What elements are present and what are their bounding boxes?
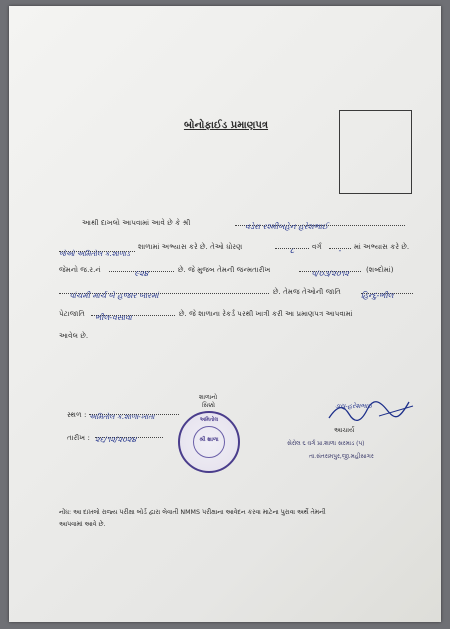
line6-text: આવેલ છે. bbox=[59, 331, 89, 340]
dob-field bbox=[299, 261, 361, 278]
note-line-1: નોંધ: આ દાખલો રાજ્ય પરીક્ષા બોર્ડ દ્વારા લેવાતી NMMS પરીક્ષાના આવેદન કરવા માટેના પુરાવા અર્થે તેમની bbox=[59, 509, 326, 516]
line1-prefix: આથી દાખલો આપવામાં આવે છે કે શ્રી bbox=[82, 218, 191, 227]
line5-text-b: છે. જે શાળાના રેકર્ડ પરથી ખાત્રી કરી આ પ્રમાણપત્ર આપવામાં bbox=[179, 309, 353, 318]
school-stamp-line: સેરોલ ૬ વર્ગ પ્રા.શાળા સરમાડ (પ) bbox=[287, 441, 365, 447]
school-address-line: તા.સંતરામપુર,જી.મહીસાગર bbox=[309, 454, 374, 460]
division-value: - bbox=[338, 246, 342, 255]
line2-text-a: શાળામાં અભ્યાસ કરે છે. તેઓ ધોરણ bbox=[138, 242, 243, 251]
place-field bbox=[89, 404, 179, 421]
certificate-title: બોનોફાઈડ પ્રમાણપત્ર bbox=[183, 120, 269, 131]
gr-no-value: ૯૨૪ bbox=[134, 269, 149, 278]
gr-no-field bbox=[109, 261, 174, 278]
standard-value: ૮ bbox=[289, 246, 295, 255]
stamp-caption-top: શાળાનો bbox=[199, 394, 218, 401]
caste-field bbox=[361, 283, 413, 300]
date-label: તારીખ : bbox=[67, 433, 90, 442]
school-name-field bbox=[59, 241, 135, 258]
photo-box bbox=[339, 110, 412, 194]
dob-words-field bbox=[59, 283, 269, 300]
place-value: અમિતોલ ક.શાળા-ખાતા bbox=[89, 413, 155, 421]
principal-signature bbox=[309, 396, 419, 432]
stamp-ring-text: અમિતોલ bbox=[199, 417, 219, 423]
line3-text-a: જેમનો જ.ર.નં bbox=[59, 265, 101, 274]
line4-text-a: છે. તેમજ તેઓની જાતિ bbox=[273, 287, 341, 296]
student-name: વડેરા રશ્મીબહેન હરેશભાઈ bbox=[245, 222, 328, 231]
date-value: ૨૬/૧૨/૨૦૨૪ bbox=[95, 435, 137, 444]
dob-value: ૫/૦૩/૨૦૧૨ bbox=[311, 269, 349, 278]
line2-text-b: વર્ગ bbox=[312, 242, 322, 251]
line3-text-c: (શબ્દોમાં) bbox=[366, 265, 394, 274]
certificate-page bbox=[9, 6, 441, 622]
division-field bbox=[329, 238, 351, 255]
place-label: સ્થળ : bbox=[67, 410, 87, 419]
subcaste-value: ભીલ-વસાવા bbox=[95, 313, 132, 322]
date-field bbox=[95, 427, 163, 444]
school-stamp bbox=[178, 411, 240, 473]
line3-text-b: છે. જે મુજબ તેમની જન્મતારીખ bbox=[178, 265, 271, 274]
stamp-inner-text: શ્રી શાળા bbox=[199, 437, 219, 443]
dob-words-value: પાંચમી માર્ચ બે હજાર બારમાં bbox=[69, 291, 159, 300]
line5-text-a: પેટાજાતિ bbox=[59, 309, 85, 318]
student-name-field bbox=[235, 214, 405, 231]
standard-field bbox=[275, 238, 309, 255]
signature-scribble-icon bbox=[309, 396, 419, 428]
note-line-2: આપવામાં આવે છે. bbox=[59, 521, 106, 528]
line2-text-c: માં અભ્યાસ કરે છે. bbox=[354, 242, 410, 251]
stamp-caption-bottom: સિક્કો bbox=[202, 402, 216, 409]
subcaste-field bbox=[91, 305, 175, 322]
signature-handwriting: ડાચુ-હરેશભાઈ bbox=[335, 402, 373, 410]
principal-label: આચાર્ય bbox=[334, 426, 355, 434]
school-name: જેઓ અમિતોલ ક.શાળાડ bbox=[59, 250, 130, 258]
caste-value: હિન્દુ-ભીલ bbox=[361, 291, 394, 300]
